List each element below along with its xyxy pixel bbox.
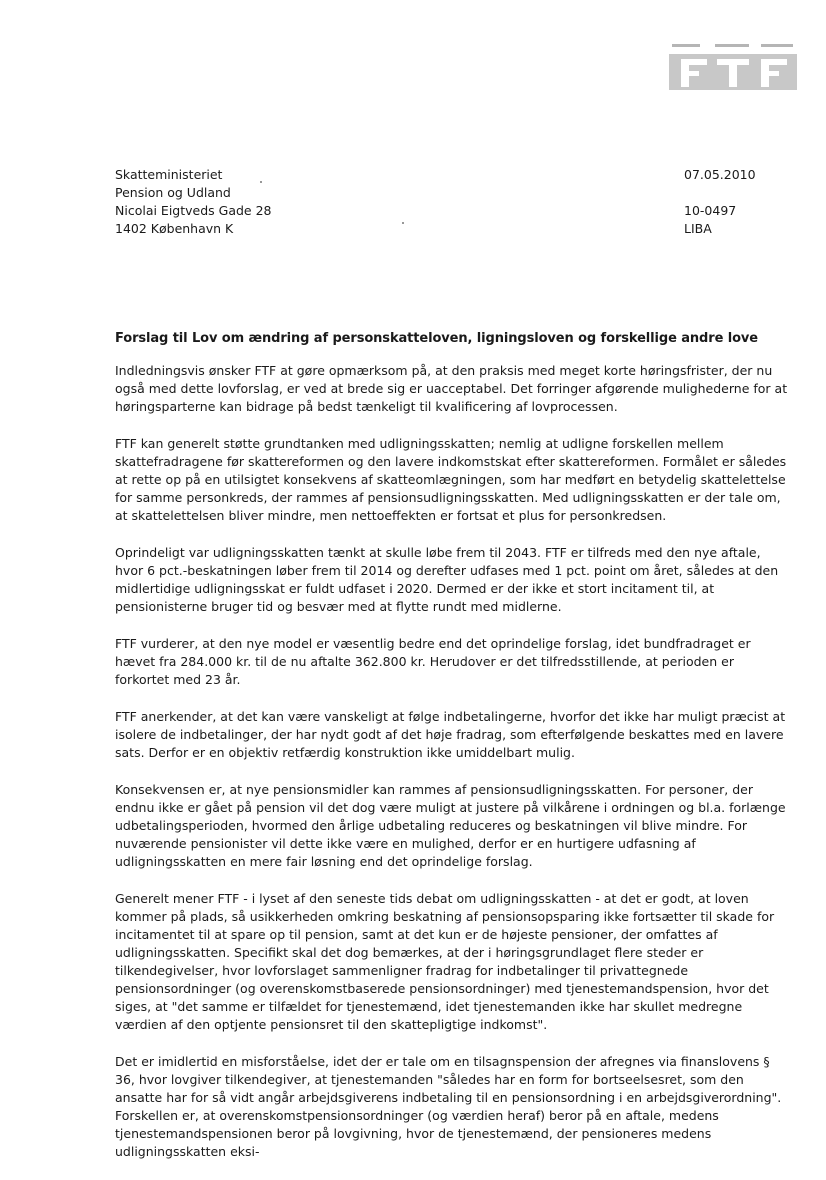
author-initials: LIBA [684,221,712,236]
scan-speck [402,222,404,224]
paragraph: FTF anerkender, at det kan være vanskeligt at følge indbetalingerne, hvorfor det ikke har muligt præcist at isolere de indbetalinger, der har nydt godt af det høje fradrag, som efterfølgende beskattes med en lavere sats. Derfor er en objektiv retfærdig konstruktion ikke umiddelbart mulig. [115,709,786,760]
paragraph: Konsekvensen er, at nye pensionsmidler kan rammes af pensionsudligningsskatten. For personer, der endnu ikke er gået på pension vil det dog være muligt at justere på vilkårene i ordningen og bl.a. forlænge udbetalingsperioden, hvormed den årlige udbetaling reduceres og beskatningen vil blive mindre. For nuværende pensionister vil dette ikke være en mulighed, derfor er en hurtigere udfasning af udligningsskatten en mere fair løsning end det oprindelige forslag. [115,782,786,869]
paragraph: Det er imidlertid en misforståelse, idet der er tale om en tilsagnspension der afregnes via finanslovens § 36, hvor lovgiver tilkendegiver, at tjenestemanden "således har en form for bortseelsesret, som den ansatte har for så vidt angår arbejdsgiverens indbetaling til en pensionsordning i en arbejdsgiverordning". [115,1054,782,1105]
reference-number: 10-0497 [684,203,737,218]
paragraph: Indledningsvis ønsker FTF at gøre opmærksom på, at den praksis med meget korte høringsfrister, der nu også med dette lovforslag, er ved at brede sig er uacceptabel. Det forringer afgørende mulighederne for at høringsparterne kan bidrage på bedst tænkeligt til kvalificering af lovprocessen. [115,363,788,414]
letter-title: Forslag til Lov om ændring af personskatteloven, ligningsloven og forskellige andre love [115,331,758,346]
paragraph: FTF kan generelt støtte grundtanken med udligningsskatten; nemlig at udligne forskellen mellem skattefradragene før skattereformen og den lavere indkomstskat efter skattereformen. Formålet er således at rette op på en utilsigtet konsekvens af skatteomlægningen, som har medført en betydelig skattelettelse for samme personkreds, der rammes af pensionsudligningsskatten. Med udligningsskatten er der tale om, at skattelettelsen bliver mindre, men nettoeffekten er fortsat et plus for personkredsen. [115,436,787,523]
letter-meta [684,166,756,238]
scan-speck [260,181,262,183]
letter-date: 07.05.2010 [684,167,756,182]
recipient-address [115,166,272,238]
paragraph: Oprindeligt var udligningsskatten tænkt at skulle løbe frem til 2043. FTF er tilfreds med den nye aftale, hvor 6 pct.-beskatningen løber frem til 2014 og derefter udfases med 1 pct. point om året, således at den midlertidige udligningsskat er fuldt udfaset i 2020. Dermed er der ikke et stort incitament til, at pensionisterne bruger tid og besvær med at flytte rundt med midlerne. [115,545,779,614]
recipient-line-3: Nicolai Eigtveds Gade 28 [115,203,272,218]
recipient-line-2: Pension og Udland [115,185,231,200]
paragraph: Generelt mener FTF - i lyset af den seneste tids debat om udligningsskatten - at det er godt, at loven kommer på plads, så usikkerheden omkring beskatning af pensionsopsparing ikke fortsætter til skade for incitamentet til at spare op til pension, samt at det kun er de højeste pensioner, der omfattes af udligningsskatten. Specifikt skal det dog bemærkes, at der i høringsgrundlaget flere steder er tilkendegivelser, hvor lovforslaget sammenligner fradrag for indbetalinger til privattegnede pensionsordninger (og overenskomstbaserede pensionsordninger) med tjenestemandspension, hvor det siges, at "det samme er tilfældet for tjenestemænd, idet tjenestemanden ikke har skullet medregne værdien af den optjente pensionsret til den skattepligtige indkomst". [115,891,775,1032]
recipient-line-4: 1402 København K [115,221,234,236]
paragraph: FTF vurderer, at den nye model er væsentlig bedre end det oprindelige forslag, idet bundfradraget er hævet fra 284.000 kr. til de nu aftalte 362.800 kr. Herudover er det tilfredsstillende, at perioden er forkortet med 23 år. [115,636,751,687]
letter-body [115,362,791,1180]
recipient-line-1: Skatteministeriet [115,167,223,182]
ftf-logo [669,44,797,90]
paragraph: Forskellen er, at overenskomstpensionsordninger (og værdien heraf) beror på en aftale, medens tjenestemandspensionen beror på lovgivning, hvor de tjenestemænd, der pensioneres medens udligningsskatten eksi- [115,1108,719,1159]
